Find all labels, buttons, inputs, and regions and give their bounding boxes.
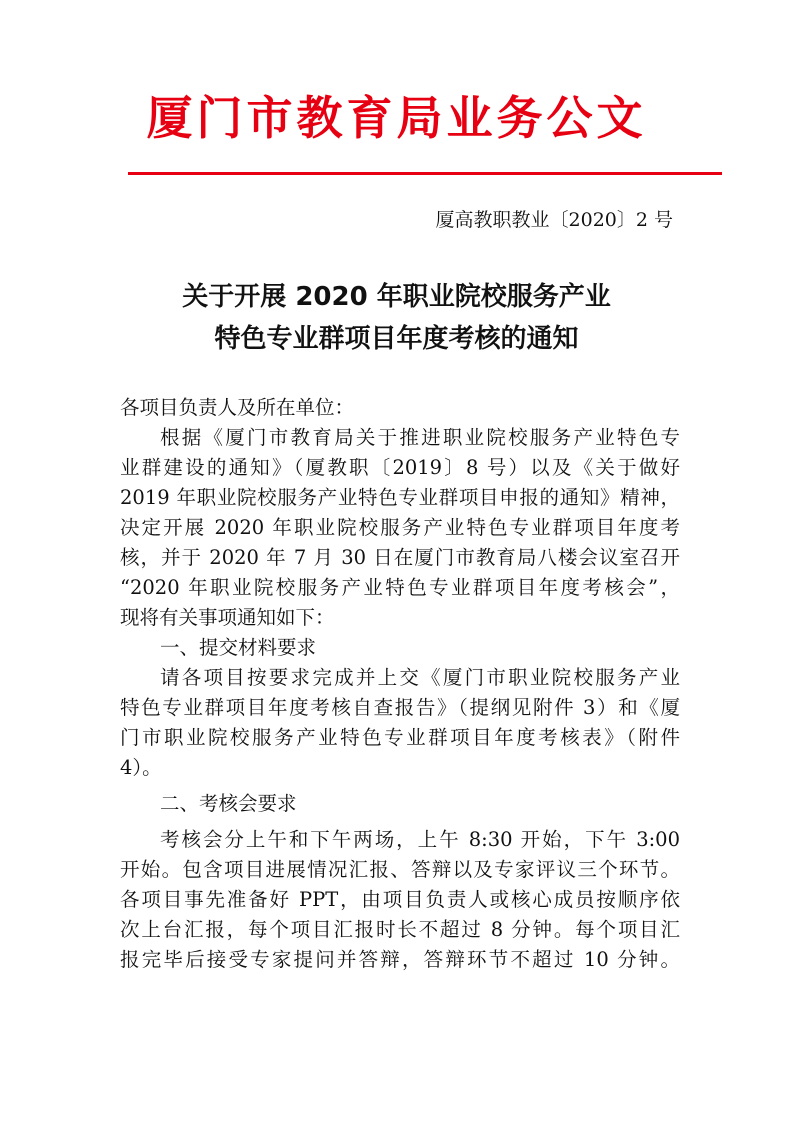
paragraph-3-line: 各项目事先准备好 PPT，由项目负责人或核心成员按顺序依 bbox=[120, 888, 680, 911]
paragraph-2-line: 门市职业院校服务产业特色专业群项目年度考核表》（附件 bbox=[120, 726, 680, 749]
paragraph-2-line: 4）。 bbox=[120, 756, 162, 779]
paragraph-1-line: 决定开展 2020 年职业院校服务产业特色专业群项目年度考 bbox=[120, 516, 680, 539]
salutation: 各项目负责人及所在单位： bbox=[120, 396, 355, 419]
paragraph-3-line: 开始。包含项目进展情况汇报、答辩以及专家评议三个环节。 bbox=[120, 858, 680, 881]
paragraph-1-line: 2019 年职业院校服务产业特色专业群项目申报的通知》精神， bbox=[120, 486, 680, 509]
paragraph-2-line: 请各项目按要求完成并上交《厦门市职业院校服务产业 bbox=[160, 666, 680, 689]
paragraph-1-line: 业群建设的通知》（厦教职〔2019〕8 号）以及《关于做好 bbox=[120, 456, 680, 479]
paragraph-2-line: 特色专业群项目年度考核自查报告》（提纲见附件 3）和《厦 bbox=[120, 696, 680, 719]
paragraph-1-line: 核，并于 2020 年 7 月 30 日在厦门市教育局八楼会议室召开 bbox=[120, 546, 680, 569]
paragraph-3-line: 考核会分上午和下午两场，上午 8:30 开始，下午 3:00 bbox=[160, 828, 680, 851]
notice-title-line-1: 关于开展 2020 年职业院校服务产业 bbox=[182, 282, 611, 312]
notice-body bbox=[120, 393, 680, 975]
notice-title-line-2: 特色专业群项目年度考核的通知 bbox=[214, 324, 579, 354]
section-2-heading: 二、考核会要求 bbox=[160, 792, 297, 815]
masthead-title: 厦门市教育局业务公文 bbox=[146, 91, 647, 145]
paragraph-1-line: 现将有关事项通知如下： bbox=[120, 606, 335, 629]
paragraph-1-line: 根据《厦门市教育局关于推进职业院校服务产业特色专 bbox=[160, 426, 680, 449]
paragraph-3-line: 报完毕后接受专家提问并答辩，答辩环节不超过 10 分钟。 bbox=[120, 948, 680, 971]
section-1-heading: 一、提交材料要求 bbox=[160, 636, 317, 659]
document-number: 厦高教职教业〔2020〕2 号 bbox=[435, 209, 673, 231]
paragraph-3-line: 次上台汇报，每个项目汇报时长不超过 8 分钟。每个项目汇 bbox=[120, 918, 680, 941]
red-divider-line bbox=[128, 172, 722, 175]
paragraph-1-line: “2020 年职业院校服务产业特色专业群项目年度考核会”， bbox=[120, 576, 680, 599]
